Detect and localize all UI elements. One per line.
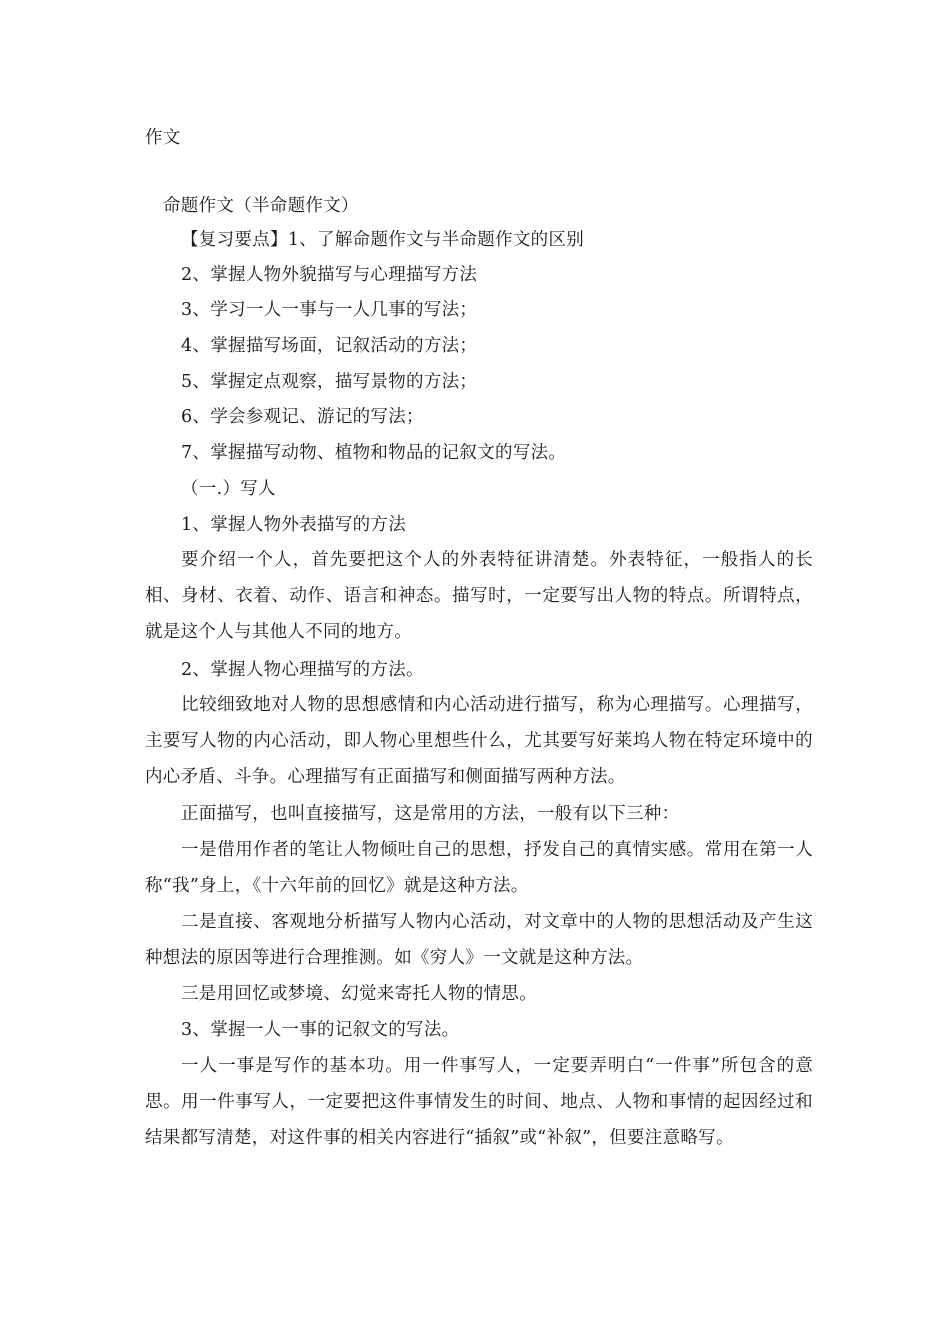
sub3-paragraph: 一人一事是写作的基本功。用一件事写人，一定要弄明白“一件事”所包含的意思。用一件事写人，一定要把这件事情发生的时间、地点、人物和事情的起因经过和结果都写清楚，对这件事的相关内容进行“插叙”或“补叙”，但要注意略写。 <box>145 1056 813 1148</box>
review-point-7: 7、掌握描写动物、植物和物品的记叙文的写法。 <box>181 443 567 463</box>
review-point-5: 5、掌握定点观察，描写景物的方法； <box>181 372 478 392</box>
sub2-paragraph-3: 一是借用作者的笔让人物倾吐自己的思想，抒发自己的真情实感。常用在第一人称“我”身上，《十六年前的回忆》就是这种方法。 <box>145 840 813 896</box>
sub2-paragraph-5: 三是用回忆或梦境、幻觉来寄托人物的情思。 <box>181 984 537 1004</box>
section-title: 命题作文（半命题作文） <box>163 196 359 216</box>
review-point-3: 3、学习一人一事与一人几事的写法； <box>181 300 478 320</box>
review-points-line-1 <box>181 222 584 258</box>
sub3-heading: 3、掌握一人一事的记叙文的写法。 <box>181 1020 460 1040</box>
sub2-paragraph-1: 比较细致地对人物的思想感情和内心活动进行描写，称为心理描写。心理描写，主要写人物的内心活动，即人物心里想些什么，尤其要写好莱坞人物在特定环境中的内心矛盾、斗争。心理描写有正面描写和侧面描写两种方法。 <box>145 695 813 787</box>
review-point-4: 4、掌握描写场面，记叙活动的方法； <box>181 336 478 356</box>
sub2-paragraph-2: 正面描写，也叫直接描写，这是常用的方法，一般有以下三种： <box>181 804 680 824</box>
doc-title: 作文 <box>145 128 181 148</box>
review-point-1: 1、了解命题作文与半命题作文的区别 <box>287 230 585 250</box>
sub2-paragraph-4: 二是直接、客观地分析描写人物内心活动，对文章中的人物的思想活动及产生这种想法的原因等进行合理推测。如《穷人》一文就是这种方法。 <box>145 912 813 968</box>
part-heading: （一.）写人 <box>181 479 276 499</box>
sub1-heading: 1、掌握人物外表描写的方法 <box>181 515 407 535</box>
review-point-2: 2、掌握人物外貌描写与心理描写方法 <box>181 265 478 285</box>
sub2-heading: 2、掌握人物心理描写的方法。 <box>181 660 424 680</box>
sub1-paragraph: 要介绍一个人，首先要把这个人的外表特征讲清楚。外表特征，一般指人的长相、身材、衣着、动作、语言和神态。描写时，一定要写出人物的特点。所谓特点，就是这个人与其他人不同的地方。 <box>145 550 813 642</box>
review-label: 【复习要点】 <box>181 230 288 250</box>
review-point-6: 6、学会参观记、游记的写法； <box>181 407 424 427</box>
